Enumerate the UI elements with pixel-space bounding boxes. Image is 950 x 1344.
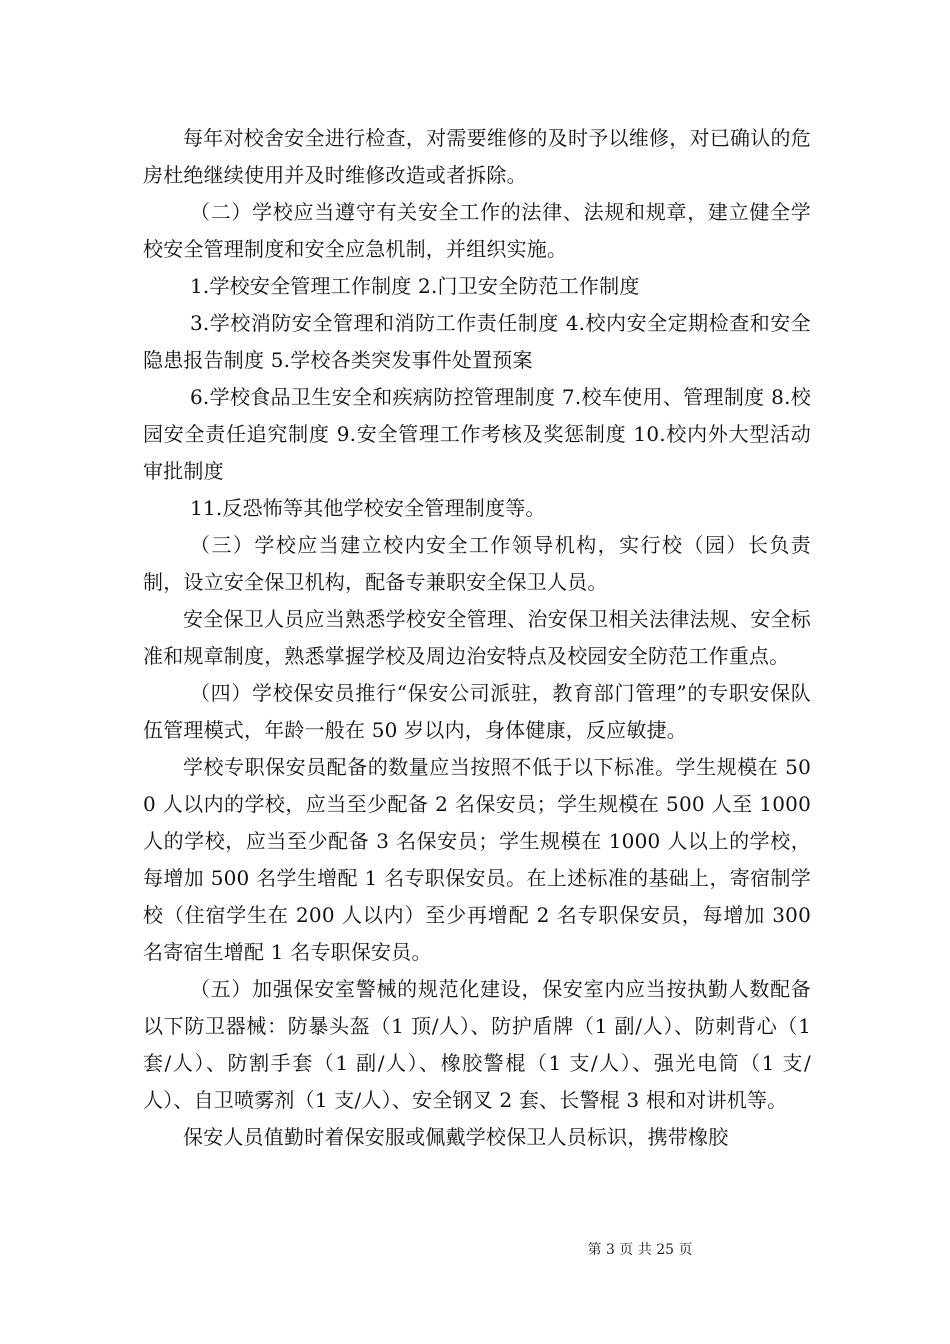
- paragraph-11: （五）加强保安室警械的规范化建设，保安室内应当按执勤人数配备以下防卫器械：防暴头盔（1 顶/人）、防护盾牌（1 副/人）、防刺背心（1 套/人）、防割手套（1 副/人）、橡胶警棍（1 支/人）、强光电筒（1 支/人）、自卫喷雾剂（1 支/人）、安全钢叉 2 套、长警棍 3 根和对讲机等。: [143, 977, 811, 1112]
- paragraph-4: 3.学校消防安全管理和消防工作责任制度 4.校内安全定期检查和安全隐患报告制度 5.学校各类突发事件处置预案: [143, 311, 811, 372]
- paragraph-7: （三）学校应当建立校内安全工作领导机构，实行校（园）长负责制，设立安全保卫机构，配备专兼职安全保卫人员。: [143, 533, 811, 594]
- paragraph-6: 11.反恐怖等其他学校安全管理制度等。: [190, 496, 546, 520]
- paragraph-10: 学校专职保安员配备的数量应当按照不低于以下标准。学生规模在 500 人以内的学校，应当至少配备 2 名保安员；学生规模在 500 人至 1000 人的学校，应当至少配备 3 名保安员；学生规模在 1000 人以上的学校，每增加 500 名学生增配 1 名专职保安员。在上述标准的基础上，寄宿制学校（住宿学生在 200 人以内）至少再增配 2 名专职保安员，每增加 300 名寄宿生增配 1 名专职保安员。: [143, 755, 811, 964]
- document-body: [143, 120, 811, 1156]
- page-footer: [0, 1239, 950, 1259]
- paragraph-5: 6.学校食品卫生安全和疾病防控管理制度 7.校车使用、管理制度 8.校园安全责任追究制度 9.安全管理工作考核及奖惩制度 10.校内外大型活动审批制度: [143, 385, 811, 483]
- paragraph-9: （四）学校保安员推行“保安公司派驻，教育部门管理”的专职安保队伍管理模式，年龄一般在 50 岁以内，身体健康，反应敏捷。: [143, 681, 811, 742]
- paragraph-8: 安全保卫人员应当熟悉学校安全管理、治安保卫相关法律法规、安全标准和规章制度，熟悉掌握学校及周边治安特点及校园安全防范工作重点。: [143, 607, 811, 668]
- paragraph-1: 每年对校舍安全进行检查，对需要维修的及时予以维修，对已确认的危房杜绝继续使用并及时维修改造或者拆除。: [143, 126, 811, 187]
- paragraph-2: （二）学校应当遵守有关安全工作的法律、法规和规章，建立健全学校安全管理制度和安全应急机制，并组织实施。: [143, 200, 811, 261]
- paragraph-3: 1.学校安全管理工作制度 2.门卫安全防范工作制度: [190, 274, 640, 298]
- page-number-label: 第 3 页 共 25 页: [587, 1242, 693, 1258]
- paragraph-12: 保安人员值勤时着保安服或佩戴学校保卫人员标识，携带橡胶: [183, 1125, 729, 1149]
